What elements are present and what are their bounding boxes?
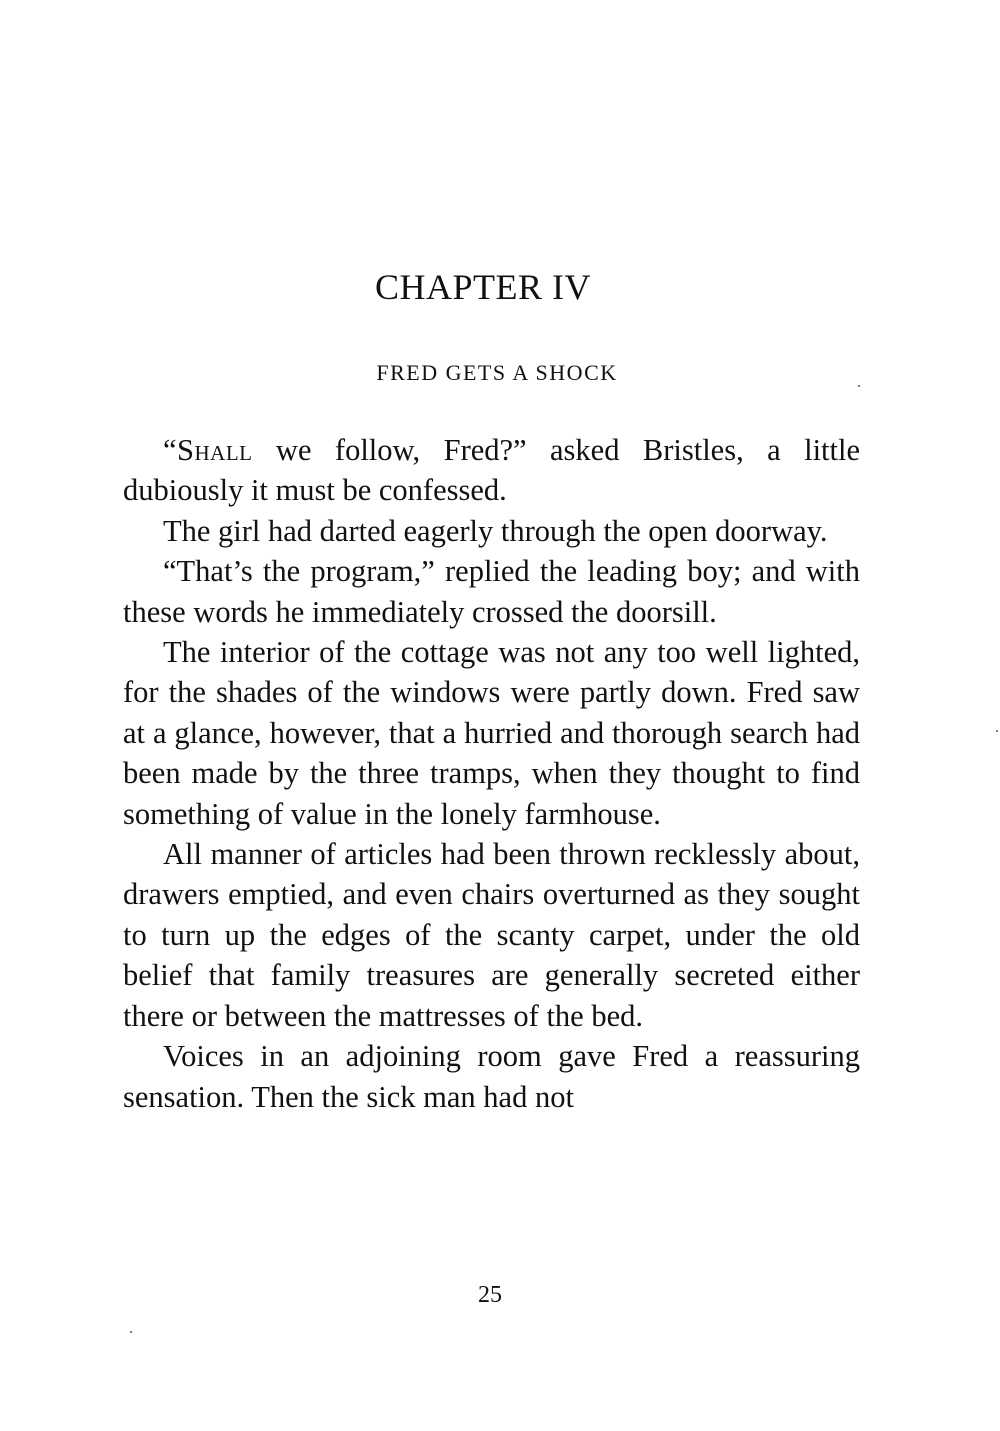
paragraph-text: we follow, Fred?” asked Bristles, a little dubiously it must be confessed. [123, 433, 860, 508]
scan-speck [130, 1331, 132, 1333]
scan-speck [858, 385, 860, 387]
scan-speck [996, 730, 998, 732]
paragraph: Voices in an adjoining room gave Fred a reassuring sensation. Then the sick man had not [123, 1039, 860, 1114]
paragraph: The girl had darted eagerly through the open doorway. [163, 513, 828, 548]
paragraph [123, 430, 860, 511]
paragraph: “That’s the program,” replied the leading boy; and with these words he immediately crossed the doorsill. [123, 554, 860, 629]
paragraph: All manner of articles had been thrown recklessly about, drawers emptied, and even chairs overturned as they sought to turn up the edges of the scanty carpet, under the old belief that family treasures are generally secreted either there or between the mattresses of the bed. [123, 837, 860, 1033]
body-text [123, 430, 860, 1117]
paragraph: The interior of the cottage was not any too well lighted, for the shades of the windows were partly down. Fred saw at a glance, however, that a hurried and thorough search had been made by the three tramps, when they thought to find something of value in the lonely farmhouse. [123, 635, 860, 831]
page-number: 25 [478, 1282, 502, 1308]
chapter-title: CHAPTER IV [374, 267, 591, 307]
paragraph-lead: “Shall [163, 433, 253, 467]
chapter-subtitle: FRED GETS A SHOCK [376, 360, 618, 385]
